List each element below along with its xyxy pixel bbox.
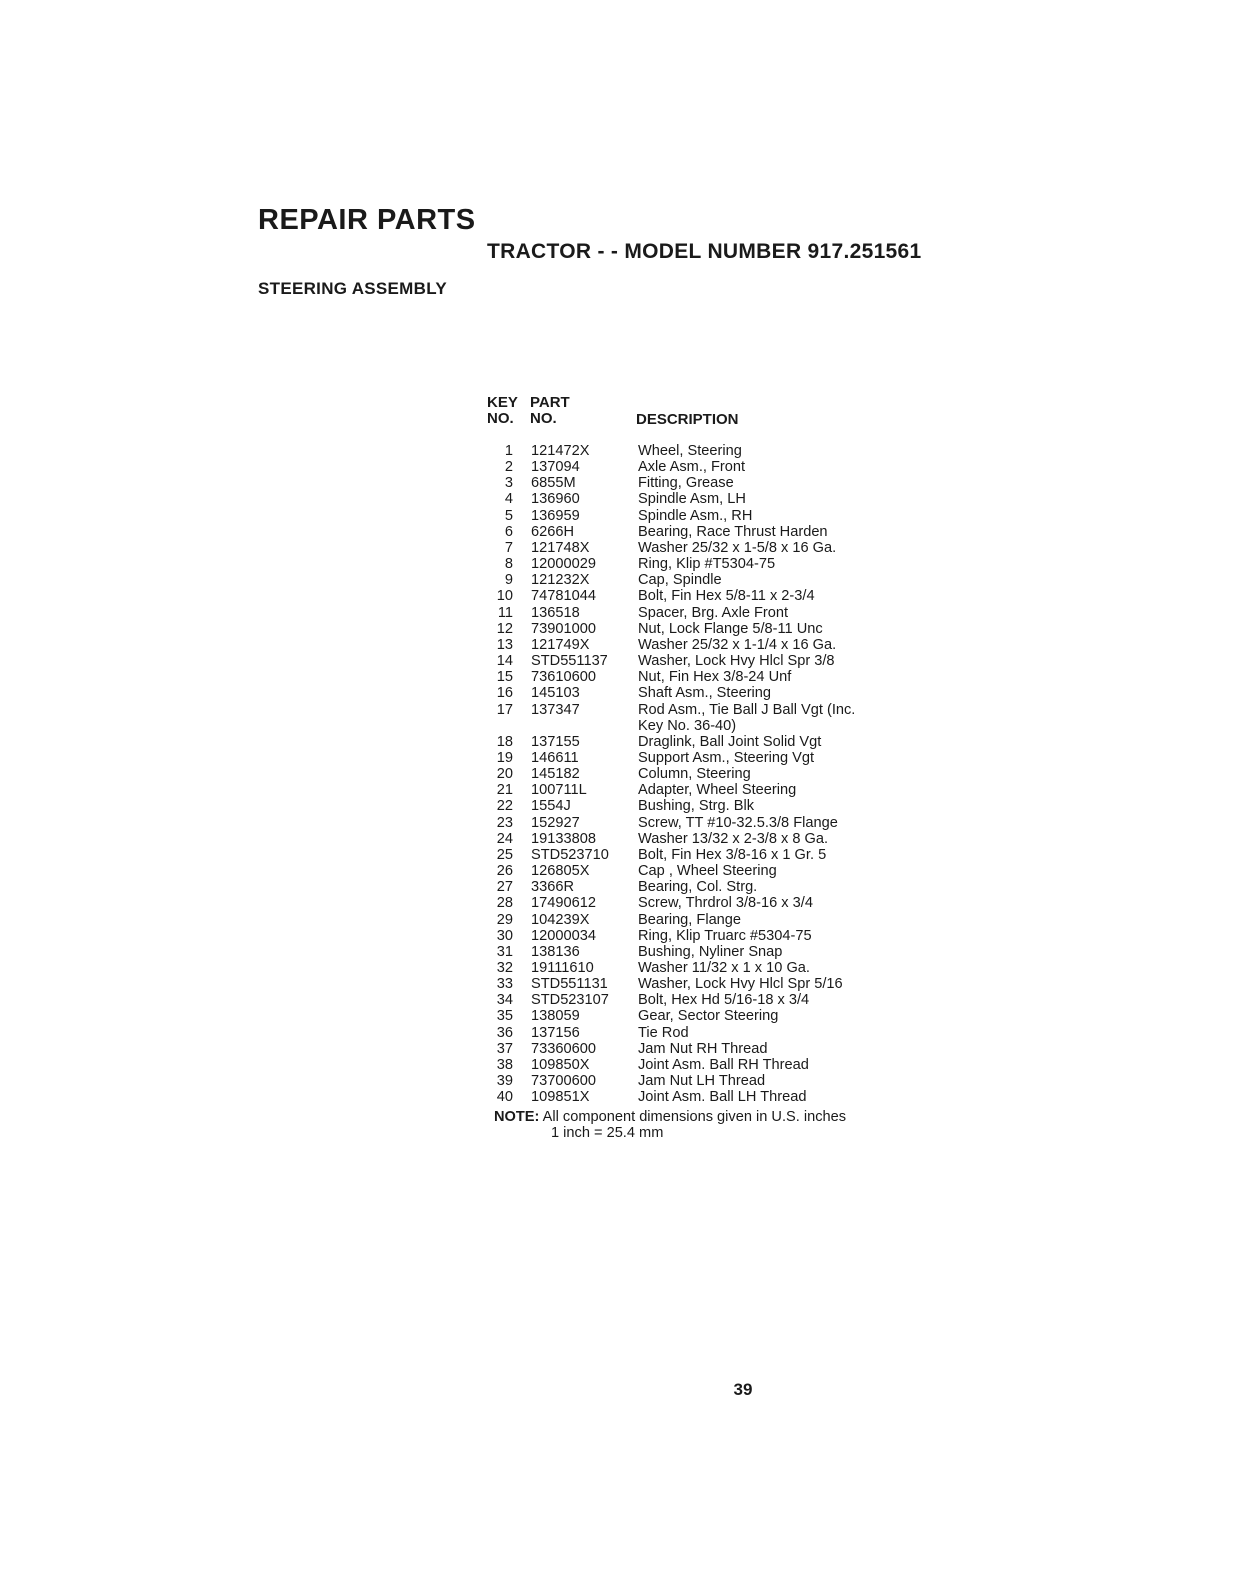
table-body: [487, 443, 907, 1105]
key-cell: 36: [496, 1024, 513, 1041]
part-number-cell: 73901000: [531, 620, 596, 637]
description-cell: Bolt, Fin Hex 3/8-16 x 1 Gr. 5: [638, 846, 827, 863]
description-cell: Spacer, Brg. Axle Front: [638, 604, 789, 621]
description-cell: Washer 13/32 x 2-3/8 x 8 Ga.: [638, 830, 829, 847]
page-number: 39: [733, 1380, 753, 1399]
header-description: DESCRIPTION: [636, 411, 739, 428]
key-cell: 8: [504, 556, 513, 573]
description-cell: Support Asm., Steering Vgt: [638, 749, 815, 766]
description-cell: Joint Asm. Ball LH Thread: [638, 1089, 807, 1106]
part-number-cell: 137094: [531, 459, 580, 476]
key-cell: 4: [504, 491, 513, 508]
part-number-cell: 19111610: [531, 960, 594, 976]
table-header: [487, 395, 907, 443]
part-number-cell: 104239X: [531, 911, 590, 928]
part-number-cell: 6266H: [531, 523, 575, 540]
part-number-cell: 1554J: [531, 798, 571, 815]
description-cell: Bolt, Fin Hex 5/8-11 x 2-3/4: [638, 588, 815, 605]
key-cell: 17: [496, 701, 513, 718]
table-row: [487, 831, 907, 847]
part-number-cell: 73700600: [531, 1073, 596, 1090]
part-number-cell: 152927: [531, 814, 580, 831]
description-cell: Cap, Spindle: [638, 572, 722, 589]
part-number-cell: 6855M: [531, 475, 576, 492]
key-cell: 22: [496, 798, 513, 815]
part-number-cell: 145182: [531, 766, 580, 783]
part-number-cell: STD523107: [531, 992, 609, 1009]
part-number-cell: 100711L: [531, 782, 587, 799]
description-cell: Ring, Klip #T5304-75: [638, 556, 776, 573]
description-cell: Tie Rod: [638, 1024, 689, 1041]
description-cell: Ring, Klip Truarc #5304-75: [638, 927, 812, 944]
part-number-cell: 136959: [531, 507, 580, 524]
key-cell: 14: [496, 653, 513, 670]
header-part-line1: PART: [530, 394, 570, 411]
part-number-cell: 19133808: [531, 830, 596, 847]
key-cell: 31: [496, 943, 513, 960]
description-cell: Axle Asm., Front: [638, 459, 746, 476]
table-row: [487, 556, 907, 572]
part-number-cell: 121472X: [531, 443, 590, 459]
part-number-cell: 146611: [531, 749, 579, 766]
key-cell: 7: [504, 539, 513, 556]
header-part-line2: NO.: [530, 410, 557, 427]
description-cell: Wheel, Steering: [638, 443, 742, 459]
description-cell: Jam Nut RH Thread: [638, 1040, 768, 1057]
section-heading: STEERING ASSEMBLY: [258, 279, 447, 298]
key-cell: 10: [496, 588, 513, 605]
description-cell: Bearing, Flange: [638, 911, 742, 928]
description-cell: Nut, Lock Flange 5/8-11 Unc: [638, 620, 823, 637]
key-cell: 18: [496, 733, 513, 750]
description-cell: Spindle Asm, LH: [638, 491, 746, 508]
note-line1: All component dimensions given in U.S. inches: [542, 1109, 847, 1125]
table-row: [487, 928, 907, 944]
description-cell: Spindle Asm., RH: [638, 507, 753, 524]
key-cell: [487, 718, 513, 734]
description-cell: Screw, Thrdrol 3/8-16 x 3/4: [638, 895, 813, 912]
table-row: [487, 750, 907, 766]
part-number-cell: 126805X: [531, 863, 590, 880]
key-cell: 30: [496, 927, 513, 944]
table-row: [487, 653, 907, 669]
table-row: [487, 912, 907, 928]
table-row: [487, 815, 907, 831]
key-cell: 3: [504, 475, 513, 492]
note-label: NOTE:: [494, 1109, 540, 1125]
part-number-cell: 3366R: [531, 879, 575, 896]
key-cell: 20: [496, 766, 513, 783]
part-number-cell: 109851X: [531, 1089, 590, 1106]
key-cell: 24: [496, 830, 513, 847]
table-row: [487, 605, 907, 621]
table-row: [487, 847, 907, 863]
part-number-cell: 138059: [531, 1008, 580, 1025]
key-cell: 2: [504, 459, 513, 476]
description-cell: Jam Nut LH Thread: [638, 1073, 766, 1090]
part-number-cell: [513, 718, 621, 734]
description-cell: Washer 11/32 x 1 x 10 Ga.: [638, 960, 810, 976]
description-cell: Washer 25/32 x 1-5/8 x 16 Ga.: [638, 539, 837, 556]
part-number-cell: 138136: [531, 943, 580, 960]
table-row: [487, 459, 907, 475]
key-cell: 38: [496, 1056, 513, 1073]
table-row: [487, 443, 907, 459]
part-number-cell: 74781044: [531, 588, 596, 605]
table-row: [487, 475, 907, 491]
header-key-line2: NO.: [487, 410, 514, 427]
description-cell: Fitting, Grease: [638, 475, 734, 492]
note: [494, 1109, 846, 1141]
description-cell: Rod Asm., Tie Ball J Ball Vgt (Inc.: [638, 701, 856, 718]
key-cell: 25: [496, 846, 513, 863]
description-cell: Draglink, Ball Joint Solid Vgt: [638, 733, 822, 750]
key-cell: 12: [496, 620, 513, 637]
table-row: [487, 685, 907, 701]
table-row: [487, 1073, 907, 1089]
part-number-cell: 137347: [531, 701, 580, 718]
part-number-cell: STD551131: [531, 976, 608, 993]
part-number-cell: 137156: [531, 1024, 580, 1041]
description-cell: Shaft Asm., Steering: [638, 685, 772, 702]
table-row: [487, 976, 907, 992]
table-row: [487, 1057, 907, 1073]
table-row: [487, 766, 907, 782]
table-row: [487, 524, 907, 540]
description-cell: Key No. 36-40): [638, 717, 737, 734]
key-cell: 39: [496, 1073, 513, 1090]
part-number-cell: 121748X: [531, 539, 590, 556]
key-cell: 40: [496, 1089, 513, 1106]
header-key-line1: KEY: [487, 394, 518, 411]
key-cell: 13: [496, 636, 513, 653]
table-row: [487, 572, 907, 588]
key-cell: 19: [496, 749, 513, 766]
description-cell: Bearing, Col. Strg.: [638, 879, 758, 896]
part-number-cell: 12000029: [531, 556, 596, 573]
description-cell: Gear, Sector Steering: [638, 1008, 779, 1025]
table-row: [487, 960, 907, 976]
table-row: [487, 944, 907, 960]
part-number-cell: 145103: [531, 685, 580, 702]
table-row: [487, 895, 907, 911]
note-line2: 1 inch = 25.4 mm: [551, 1125, 664, 1141]
part-number-cell: 73360600: [531, 1040, 596, 1057]
description-cell: Bearing, Race Thrust Harden: [638, 523, 828, 540]
key-cell: 29: [496, 911, 513, 928]
description-cell: Washer, Lock Hvy Hlcl Spr 5/16: [638, 976, 843, 993]
table-row: [487, 669, 907, 685]
description-cell: Screw, TT #10-32.5.3/8 Flange: [638, 814, 838, 831]
description-cell: Cap , Wheel Steering: [638, 863, 777, 880]
part-number-cell: 17490612: [531, 895, 596, 912]
description-cell: Nut, Fin Hex 3/8-24 Unf: [638, 669, 792, 686]
description-cell: Bushing, Strg. Blk: [638, 798, 754, 815]
key-cell: 35: [496, 1008, 513, 1025]
part-number-cell: 137155: [531, 733, 580, 750]
table-row: [487, 588, 907, 604]
table-row: [487, 863, 907, 879]
model-number-heading: TRACTOR - - MODEL NUMBER 917.251561: [487, 240, 922, 263]
key-cell: 6: [504, 523, 513, 540]
key-cell: 26: [496, 863, 513, 880]
table-row: [487, 879, 907, 895]
description-cell: Washer, Lock Hvy Hlcl Spr 3/8: [638, 653, 835, 670]
key-cell: 11: [497, 604, 513, 621]
table-row: [487, 718, 907, 734]
part-number-cell: 73610600: [531, 669, 596, 686]
table-row: [487, 734, 907, 750]
key-cell: 5: [504, 507, 513, 524]
key-cell: 15: [496, 669, 513, 686]
key-cell: 16: [496, 685, 513, 702]
table-row: [487, 1008, 907, 1024]
key-cell: 32: [496, 960, 513, 976]
part-number-cell: 136518: [531, 604, 580, 621]
table-row: [487, 782, 907, 798]
key-cell: 33: [496, 976, 513, 993]
description-cell: Washer 25/32 x 1-1/4 x 16 Ga.: [638, 636, 837, 653]
description-cell: Column, Steering: [638, 766, 751, 783]
table-row: [487, 1041, 907, 1057]
part-number-cell: STD523710: [531, 846, 609, 863]
page-title: REPAIR PARTS: [258, 204, 476, 236]
table-row: [487, 540, 907, 556]
part-number-cell: 109850X: [531, 1056, 590, 1073]
key-cell: 9: [504, 572, 513, 589]
table-row: [487, 1089, 907, 1105]
table-row: [487, 992, 907, 1008]
table-row: [487, 508, 907, 524]
table-row: [487, 1025, 907, 1041]
key-cell: 27: [496, 879, 513, 896]
description-cell: Adapter, Wheel Steering: [638, 782, 797, 799]
description-cell: Bushing, Nyliner Snap: [638, 943, 783, 960]
key-cell: 23: [496, 814, 513, 831]
table-row: [487, 637, 907, 653]
part-number-cell: 121232X: [531, 572, 590, 589]
part-number-cell: 121749X: [531, 636, 590, 653]
table-row: [487, 798, 907, 814]
key-cell: 1: [504, 443, 513, 459]
description-cell: Joint Asm. Ball RH Thread: [638, 1056, 809, 1073]
key-cell: 28: [496, 895, 513, 912]
part-number-cell: STD551137: [531, 653, 608, 670]
part-number-cell: 136960: [531, 491, 580, 508]
parts-table: [487, 395, 907, 1105]
description-cell: Bolt, Hex Hd 5/16-18 x 3/4: [638, 992, 810, 1009]
key-cell: 21: [496, 782, 513, 799]
key-cell: 34: [496, 992, 513, 1009]
table-row: [487, 621, 907, 637]
key-cell: 37: [496, 1040, 513, 1057]
table-row: [487, 702, 907, 718]
part-number-cell: 12000034: [531, 927, 596, 944]
table-row: [487, 491, 907, 507]
